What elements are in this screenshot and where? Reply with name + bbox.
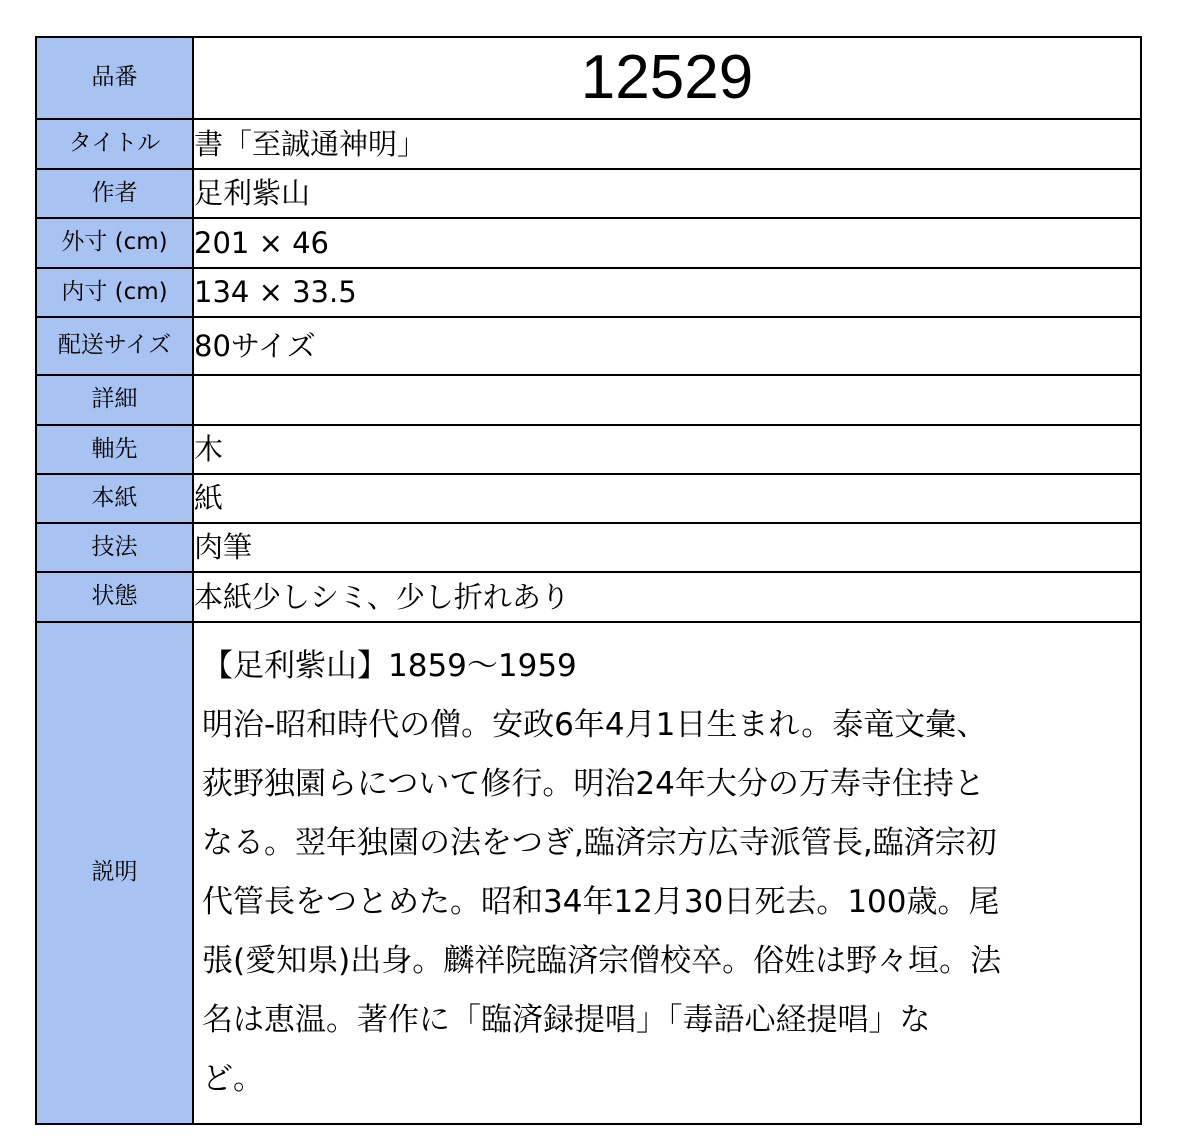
row-details xyxy=(36,375,1141,425)
item-spec-table xyxy=(35,36,1142,1125)
row-condition xyxy=(36,572,1141,622)
label-description: 説明 xyxy=(36,622,193,1124)
label-technique: 技法 xyxy=(36,523,193,572)
label-title: タイトル xyxy=(36,119,193,169)
description-line: 荻野独園らについて修行。明治24年大分の万寿寺住持と xyxy=(202,766,985,802)
row-outer-size xyxy=(36,218,1141,268)
row-description xyxy=(36,622,1141,1124)
value-shipping-size: 80サイズ xyxy=(193,317,1141,375)
description-line: ど。 xyxy=(202,1061,264,1097)
description-line: 代管長をつとめた。昭和34年12月30日死去。100歳。尾 xyxy=(202,884,1000,920)
value-axis-tip: 木 xyxy=(193,425,1141,474)
value-inner-size: 134 × 33.5 xyxy=(193,268,1141,317)
label-inner-size: 内寸 (cm) xyxy=(36,268,193,317)
value-details xyxy=(193,375,1141,425)
row-base-paper xyxy=(36,474,1141,523)
label-details: 詳細 xyxy=(36,375,193,425)
row-title xyxy=(36,119,1141,169)
label-item-number: 品番 xyxy=(36,37,193,119)
row-inner-size xyxy=(36,268,1141,317)
label-condition: 状態 xyxy=(36,572,193,622)
row-technique xyxy=(36,523,1141,572)
description-line: 明治-昭和時代の僧。安政6年4月1日生まれ。泰竜文彙、 xyxy=(202,707,988,743)
label-base-paper: 本紙 xyxy=(36,474,193,523)
value-item-number: 12529 xyxy=(193,37,1141,119)
label-author: 作者 xyxy=(36,169,193,218)
label-axis-tip: 軸先 xyxy=(36,425,193,474)
description-line: 張(愛知県)出身。麟祥院臨済宗僧校卒。俗姓は野々垣。法 xyxy=(202,943,1002,979)
value-condition: 本紙少しシミ、少し折れあり xyxy=(193,572,1141,622)
label-shipping-size: 配送サイズ xyxy=(36,317,193,375)
label-outer-size: 外寸 (cm) xyxy=(36,218,193,268)
row-author xyxy=(36,169,1141,218)
description-line: 名は恵温。著作に「臨済録提唱」「毒語心経提唱」な xyxy=(202,1002,931,1038)
value-author: 足利紫山 xyxy=(193,169,1141,218)
value-outer-size: 201 × 46 xyxy=(193,218,1141,268)
value-description xyxy=(193,622,1141,1124)
description-line: なる。翌年独園の法をつぎ,臨済宗方広寺派管長,臨済宗初 xyxy=(202,825,997,861)
description-line: 【足利紫山】1859〜1959 xyxy=(202,648,577,684)
row-item-number xyxy=(36,37,1141,119)
value-technique: 肉筆 xyxy=(193,523,1141,572)
value-base-paper: 紙 xyxy=(193,474,1141,523)
row-axis-tip xyxy=(36,425,1141,474)
value-title: 書「至誠通神明」 xyxy=(193,119,1141,169)
row-shipping-size xyxy=(36,317,1141,375)
